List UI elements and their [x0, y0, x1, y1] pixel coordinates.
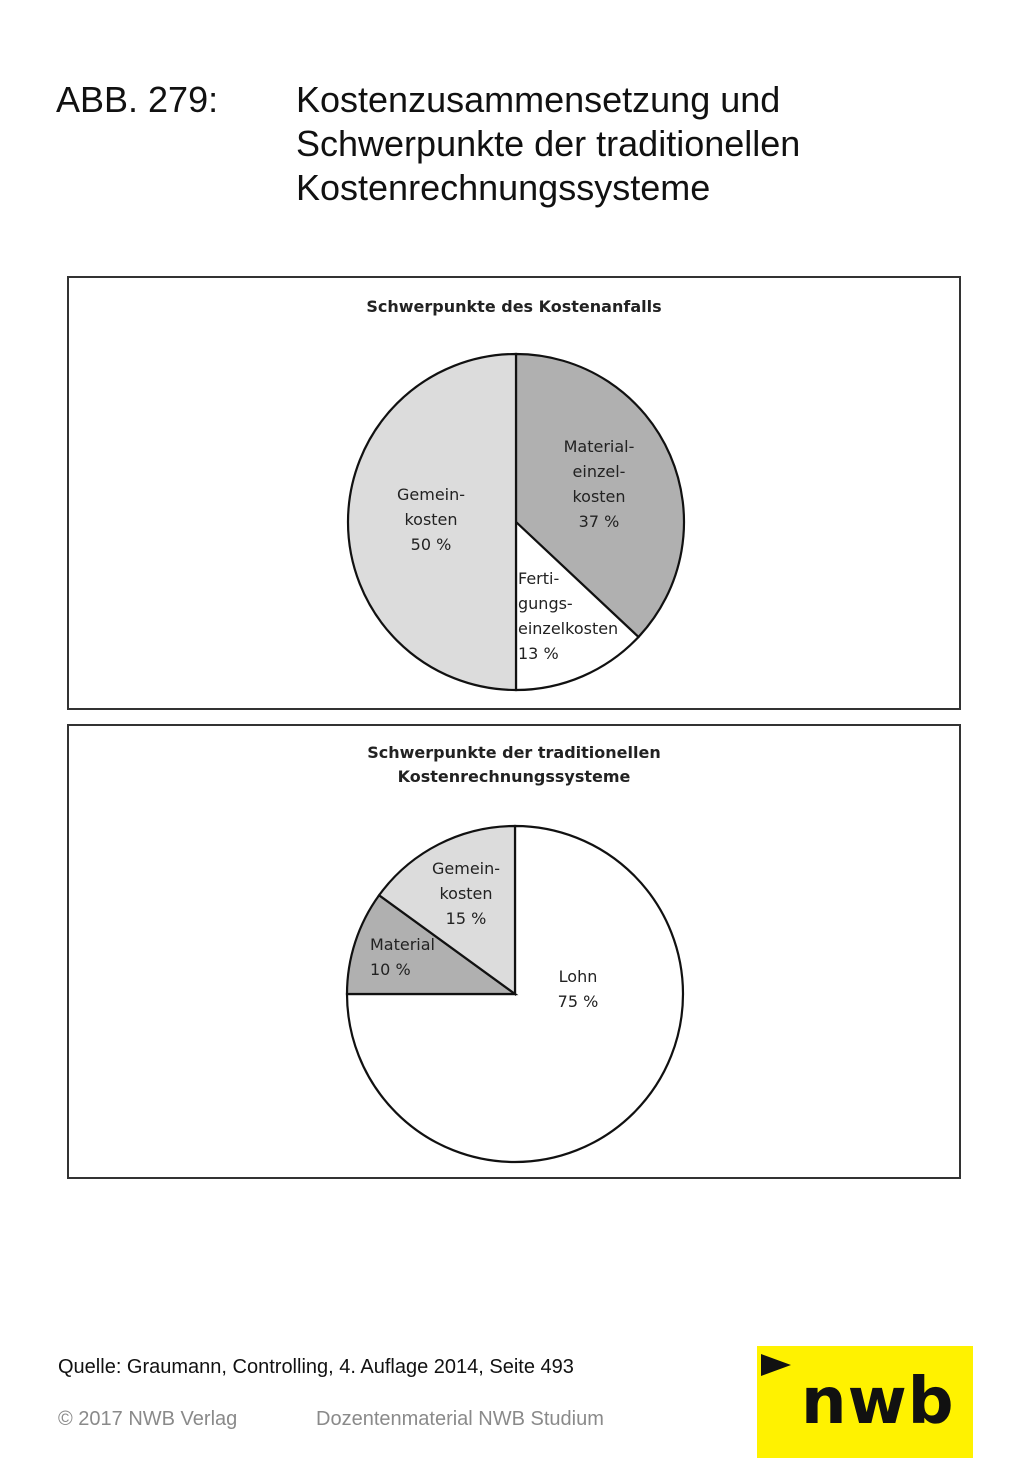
pie-chart-cost-incurrence [69, 278, 959, 708]
slice-label: 50 % [410, 535, 452, 554]
slice-label: gungs- [518, 594, 573, 613]
figure-title-line: Schwerpunkte der traditionellen [296, 123, 801, 164]
slice-label: Material- [563, 437, 635, 456]
figure-number: ABB. 279: [56, 79, 219, 120]
logo-arrow-icon [761, 1354, 791, 1376]
footer-copyright: © 2017 NWB Verlag [58, 1408, 238, 1430]
figure-title-line: Kostenzusammensetzung und [296, 79, 781, 120]
slice-label: 15 % [445, 909, 487, 928]
logo-text: nwb [801, 1365, 955, 1439]
slice-label: 75 % [557, 992, 599, 1011]
pie-chart-traditional-systems [69, 726, 959, 1177]
footer-material: Dozentenmaterial NWB Studium [316, 1408, 604, 1430]
slice-label: 37 % [578, 512, 620, 531]
pie-panel-traditional-systems [67, 724, 961, 1179]
slice-label: 13 % [518, 644, 559, 663]
slice-label: einzelkosten [518, 619, 619, 638]
slice-label: einzel- [572, 462, 626, 481]
slice-label: kosten [439, 884, 493, 903]
figure-title [296, 78, 800, 210]
slice-label: kosten [572, 487, 626, 506]
chart-title: Schwerpunkte des Kostenanfalls [366, 297, 662, 316]
pie-panel-cost-incurrence [67, 276, 961, 710]
slice-label: kosten [404, 510, 458, 529]
slice-label: Gemein- [396, 485, 466, 504]
figure-title-line: Kostenrechnungssysteme [296, 167, 711, 208]
slice-label: 10 % [370, 960, 411, 979]
slice-label: Gemein- [431, 859, 501, 878]
source-note: Quelle: Graumann, Controlling, 4. Auflage 2014, Seite 493 [58, 1356, 574, 1378]
slice-label: Lohn [558, 967, 598, 986]
slice-label: Ferti- [518, 569, 560, 588]
slice-label: Material [370, 935, 435, 954]
nwb-logo [757, 1346, 973, 1458]
chart-title: Kostenrechnungssysteme [397, 767, 631, 786]
chart-title: Schwerpunkte der traditionellen [367, 743, 661, 762]
